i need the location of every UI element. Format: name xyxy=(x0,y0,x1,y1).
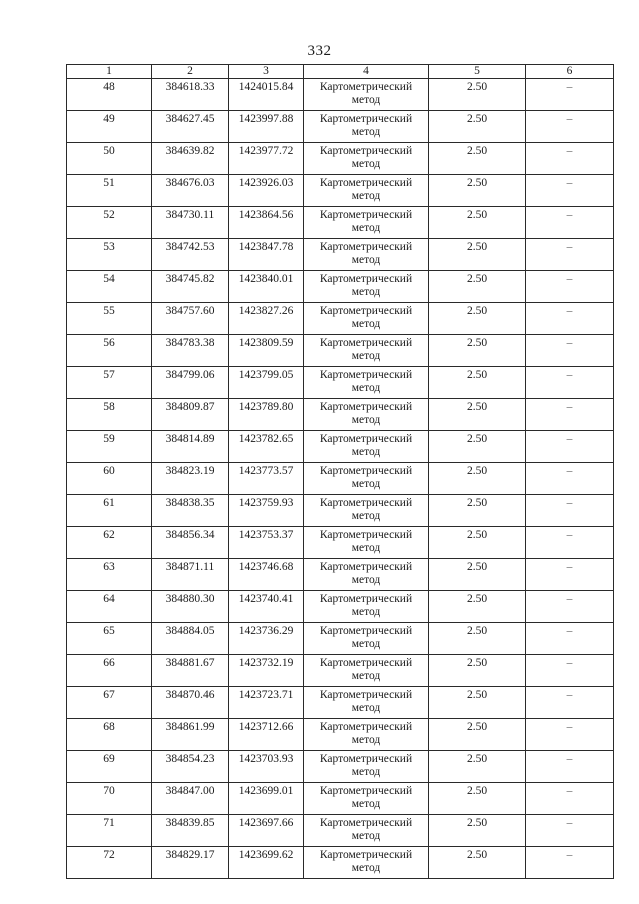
point-number-cell: 56 xyxy=(67,335,152,367)
note-cell: – xyxy=(526,495,614,527)
note-cell: – xyxy=(526,399,614,431)
header-row xyxy=(67,65,614,79)
method-line-1: Картометрический xyxy=(319,817,413,829)
point-number-cell: 65 xyxy=(67,623,152,655)
note-cell: – xyxy=(526,239,614,271)
method-cell xyxy=(304,143,429,175)
table-row xyxy=(67,495,614,527)
method-cell xyxy=(304,79,429,111)
note-cell: – xyxy=(526,79,614,111)
point-number-cell: 66 xyxy=(67,655,152,687)
note-cell: – xyxy=(526,143,614,175)
point-number-cell: 62 xyxy=(67,527,152,559)
y-coordinate-cell: 1423789.80 xyxy=(229,399,304,431)
method-line-2: метод xyxy=(351,638,381,650)
point-number-cell: 70 xyxy=(67,783,152,815)
method-line-1: Картометрический xyxy=(319,305,413,317)
accuracy-cell: 2.50 xyxy=(429,431,526,463)
method-cell xyxy=(304,335,429,367)
note-cell: – xyxy=(526,527,614,559)
method-line-2: метод xyxy=(351,158,381,170)
method-cell xyxy=(304,399,429,431)
method-cell xyxy=(304,367,429,399)
table-row xyxy=(67,719,614,751)
note-cell: – xyxy=(526,303,614,335)
table-row xyxy=(67,751,614,783)
note-cell: – xyxy=(526,783,614,815)
method-line-1: Картометрический xyxy=(319,721,413,733)
method-line-1: Картометрический xyxy=(319,337,413,349)
accuracy-cell: 2.50 xyxy=(429,559,526,591)
method-line-1: Картометрический xyxy=(319,113,413,125)
method-line-2: метод xyxy=(351,766,381,778)
point-number-cell: 61 xyxy=(67,495,152,527)
y-coordinate-cell: 1423773.57 xyxy=(229,463,304,495)
y-coordinate-cell: 1423736.29 xyxy=(229,623,304,655)
method-cell xyxy=(304,751,429,783)
table-header xyxy=(67,65,614,79)
note-cell: – xyxy=(526,271,614,303)
note-cell: – xyxy=(526,591,614,623)
y-coordinate-cell: 1423799.05 xyxy=(229,367,304,399)
point-number-cell: 49 xyxy=(67,111,152,143)
x-coordinate-cell: 384627.45 xyxy=(152,111,229,143)
x-coordinate-cell: 384854.23 xyxy=(152,751,229,783)
method-line-2: метод xyxy=(351,862,381,874)
point-number-cell: 71 xyxy=(67,815,152,847)
table-body xyxy=(67,79,614,879)
y-coordinate-cell: 1423759.93 xyxy=(229,495,304,527)
method-line-1: Картометрический xyxy=(319,529,413,541)
column-header-5: 5 xyxy=(429,65,526,79)
x-coordinate-cell: 384730.11 xyxy=(152,207,229,239)
point-number-cell: 63 xyxy=(67,559,152,591)
x-coordinate-cell: 384861.99 xyxy=(152,719,229,751)
accuracy-cell: 2.50 xyxy=(429,271,526,303)
table-row xyxy=(67,239,614,271)
method-line-2: метод xyxy=(351,222,381,234)
page-number: 332 xyxy=(307,43,332,59)
accuracy-cell: 2.50 xyxy=(429,175,526,207)
method-line-2: метод xyxy=(351,382,381,394)
method-line-1: Картометрический xyxy=(319,625,413,637)
method-line-1: Картометрический xyxy=(319,497,413,509)
method-line-2: метод xyxy=(351,414,381,426)
table-row xyxy=(67,559,614,591)
x-coordinate-cell: 384823.19 xyxy=(152,463,229,495)
table-row xyxy=(67,79,614,111)
note-cell: – xyxy=(526,175,614,207)
table-row xyxy=(67,591,614,623)
method-line-2: метод xyxy=(351,190,381,202)
x-coordinate-cell: 384745.82 xyxy=(152,271,229,303)
method-cell xyxy=(304,847,429,879)
y-coordinate-cell: 1423732.19 xyxy=(229,655,304,687)
method-line-1: Картометрический xyxy=(319,209,413,221)
column-header-3: 3 xyxy=(229,65,304,79)
y-coordinate-cell: 1423840.01 xyxy=(229,271,304,303)
method-cell xyxy=(304,111,429,143)
y-coordinate-cell: 1423740.41 xyxy=(229,591,304,623)
method-cell xyxy=(304,783,429,815)
note-cell: – xyxy=(526,111,614,143)
x-coordinate-cell: 384783.38 xyxy=(152,335,229,367)
method-line-2: метод xyxy=(351,318,381,330)
x-coordinate-cell: 384870.46 xyxy=(152,687,229,719)
column-header-4: 4 xyxy=(304,65,429,79)
note-cell: – xyxy=(526,431,614,463)
note-cell: – xyxy=(526,655,614,687)
y-coordinate-cell: 1423997.88 xyxy=(229,111,304,143)
method-cell xyxy=(304,559,429,591)
x-coordinate-cell: 384838.35 xyxy=(152,495,229,527)
x-coordinate-cell: 384676.03 xyxy=(152,175,229,207)
accuracy-cell: 2.50 xyxy=(429,335,526,367)
method-line-2: метод xyxy=(351,734,381,746)
method-line-2: метод xyxy=(351,446,381,458)
method-cell xyxy=(304,495,429,527)
method-line-1: Картометрический xyxy=(319,401,413,413)
method-line-2: метод xyxy=(351,94,381,106)
method-cell xyxy=(304,463,429,495)
note-cell: – xyxy=(526,751,614,783)
point-number-cell: 68 xyxy=(67,719,152,751)
x-coordinate-cell: 384757.60 xyxy=(152,303,229,335)
table-row xyxy=(67,143,614,175)
x-coordinate-cell: 384847.00 xyxy=(152,783,229,815)
y-coordinate-cell: 1423827.26 xyxy=(229,303,304,335)
method-cell xyxy=(304,687,429,719)
method-line-1: Картометрический xyxy=(319,465,413,477)
point-number-cell: 55 xyxy=(67,303,152,335)
point-number-cell: 52 xyxy=(67,207,152,239)
method-line-1: Картометрический xyxy=(319,433,413,445)
accuracy-cell: 2.50 xyxy=(429,751,526,783)
note-cell: – xyxy=(526,719,614,751)
accuracy-cell: 2.50 xyxy=(429,207,526,239)
method-line-1: Картометрический xyxy=(319,273,413,285)
column-header-2: 2 xyxy=(152,65,229,79)
x-coordinate-cell: 384856.34 xyxy=(152,527,229,559)
method-cell xyxy=(304,175,429,207)
coordinates-table xyxy=(66,64,614,879)
method-line-1: Картометрический xyxy=(319,369,413,381)
note-cell: – xyxy=(526,815,614,847)
y-coordinate-cell: 1423699.01 xyxy=(229,783,304,815)
y-coordinate-cell: 1423753.37 xyxy=(229,527,304,559)
method-line-2: метод xyxy=(351,670,381,682)
method-line-1: Картометрический xyxy=(319,785,413,797)
method-line-1: Картометрический xyxy=(319,81,413,93)
method-cell xyxy=(304,655,429,687)
table-row xyxy=(67,687,614,719)
x-coordinate-cell: 384884.05 xyxy=(152,623,229,655)
accuracy-cell: 2.50 xyxy=(429,239,526,271)
method-cell xyxy=(304,623,429,655)
y-coordinate-cell: 1423746.68 xyxy=(229,559,304,591)
table-row xyxy=(67,847,614,879)
table-row xyxy=(67,783,614,815)
accuracy-cell: 2.50 xyxy=(429,783,526,815)
y-coordinate-cell: 1423847.78 xyxy=(229,239,304,271)
x-coordinate-cell: 384880.30 xyxy=(152,591,229,623)
point-number-cell: 60 xyxy=(67,463,152,495)
y-coordinate-cell: 1423977.72 xyxy=(229,143,304,175)
accuracy-cell: 2.50 xyxy=(429,719,526,751)
method-line-1: Картометрический xyxy=(319,849,413,861)
y-coordinate-cell: 1423926.03 xyxy=(229,175,304,207)
method-cell xyxy=(304,271,429,303)
column-header-1: 1 xyxy=(67,65,152,79)
table-row xyxy=(67,175,614,207)
point-number-cell: 57 xyxy=(67,367,152,399)
table-row xyxy=(67,111,614,143)
x-coordinate-cell: 384871.11 xyxy=(152,559,229,591)
y-coordinate-cell: 1423782.65 xyxy=(229,431,304,463)
x-coordinate-cell: 384799.06 xyxy=(152,367,229,399)
method-cell xyxy=(304,719,429,751)
method-line-2: метод xyxy=(351,606,381,618)
accuracy-cell: 2.50 xyxy=(429,143,526,175)
note-cell: – xyxy=(526,559,614,591)
method-line-2: метод xyxy=(351,286,381,298)
accuracy-cell: 2.50 xyxy=(429,847,526,879)
point-number-cell: 59 xyxy=(67,431,152,463)
point-number-cell: 58 xyxy=(67,399,152,431)
method-line-2: метод xyxy=(351,798,381,810)
table-row xyxy=(67,815,614,847)
x-coordinate-cell: 384829.17 xyxy=(152,847,229,879)
point-number-cell: 69 xyxy=(67,751,152,783)
table-row xyxy=(67,335,614,367)
y-coordinate-cell: 1423809.59 xyxy=(229,335,304,367)
table-row xyxy=(67,271,614,303)
x-coordinate-cell: 384839.85 xyxy=(152,815,229,847)
x-coordinate-cell: 384742.53 xyxy=(152,239,229,271)
method-line-2: метод xyxy=(351,350,381,362)
point-number-cell: 50 xyxy=(67,143,152,175)
accuracy-cell: 2.50 xyxy=(429,367,526,399)
method-line-2: метод xyxy=(351,702,381,714)
point-number-cell: 64 xyxy=(67,591,152,623)
note-cell: – xyxy=(526,367,614,399)
method-cell xyxy=(304,431,429,463)
accuracy-cell: 2.50 xyxy=(429,495,526,527)
method-line-1: Картометрический xyxy=(319,657,413,669)
note-cell: – xyxy=(526,623,614,655)
accuracy-cell: 2.50 xyxy=(429,623,526,655)
method-cell xyxy=(304,207,429,239)
accuracy-cell: 2.50 xyxy=(429,687,526,719)
accuracy-cell: 2.50 xyxy=(429,591,526,623)
y-coordinate-cell: 1423699.62 xyxy=(229,847,304,879)
point-number-cell: 51 xyxy=(67,175,152,207)
accuracy-cell: 2.50 xyxy=(429,655,526,687)
point-number-cell: 72 xyxy=(67,847,152,879)
table-row xyxy=(67,303,614,335)
method-line-2: метод xyxy=(351,542,381,554)
point-number-cell: 53 xyxy=(67,239,152,271)
accuracy-cell: 2.50 xyxy=(429,815,526,847)
note-cell: – xyxy=(526,207,614,239)
y-coordinate-cell: 1423697.66 xyxy=(229,815,304,847)
method-line-2: метод xyxy=(351,254,381,266)
column-header-6: 6 xyxy=(526,65,614,79)
note-cell: – xyxy=(526,847,614,879)
note-cell: – xyxy=(526,463,614,495)
x-coordinate-cell: 384639.82 xyxy=(152,143,229,175)
method-line-1: Картометрический xyxy=(319,689,413,701)
table-row xyxy=(67,367,614,399)
y-coordinate-cell: 1423703.93 xyxy=(229,751,304,783)
table-row xyxy=(67,399,614,431)
table-row xyxy=(67,431,614,463)
method-line-2: метод xyxy=(351,478,381,490)
y-coordinate-cell: 1423864.56 xyxy=(229,207,304,239)
table-row xyxy=(67,463,614,495)
x-coordinate-cell: 384809.87 xyxy=(152,399,229,431)
note-cell: – xyxy=(526,687,614,719)
accuracy-cell: 2.50 xyxy=(429,303,526,335)
method-line-2: метод xyxy=(351,510,381,522)
accuracy-cell: 2.50 xyxy=(429,79,526,111)
method-line-1: Картометрический xyxy=(319,561,413,573)
method-line-1: Картометрический xyxy=(319,145,413,157)
method-line-1: Картометрический xyxy=(319,241,413,253)
table-row xyxy=(67,655,614,687)
y-coordinate-cell: 1423723.71 xyxy=(229,687,304,719)
x-coordinate-cell: 384881.67 xyxy=(152,655,229,687)
table-row xyxy=(67,623,614,655)
accuracy-cell: 2.50 xyxy=(429,111,526,143)
method-line-1: Картометрический xyxy=(319,753,413,765)
method-line-1: Картометрический xyxy=(319,177,413,189)
accuracy-cell: 2.50 xyxy=(429,527,526,559)
x-coordinate-cell: 384618.33 xyxy=(152,79,229,111)
x-coordinate-cell: 384814.89 xyxy=(152,431,229,463)
method-cell xyxy=(304,303,429,335)
method-cell xyxy=(304,591,429,623)
accuracy-cell: 2.50 xyxy=(429,463,526,495)
method-cell xyxy=(304,239,429,271)
method-cell xyxy=(304,527,429,559)
method-line-2: метод xyxy=(351,574,381,586)
y-coordinate-cell: 1423712.66 xyxy=(229,719,304,751)
note-cell: – xyxy=(526,335,614,367)
accuracy-cell: 2.50 xyxy=(429,399,526,431)
method-line-1: Картометрический xyxy=(319,593,413,605)
method-cell xyxy=(304,815,429,847)
method-line-2: метод xyxy=(351,830,381,842)
table-row xyxy=(67,207,614,239)
point-number-cell: 67 xyxy=(67,687,152,719)
y-coordinate-cell: 1424015.84 xyxy=(229,79,304,111)
point-number-cell: 54 xyxy=(67,271,152,303)
method-line-2: метод xyxy=(351,126,381,138)
point-number-cell: 48 xyxy=(67,79,152,111)
table-row xyxy=(67,527,614,559)
